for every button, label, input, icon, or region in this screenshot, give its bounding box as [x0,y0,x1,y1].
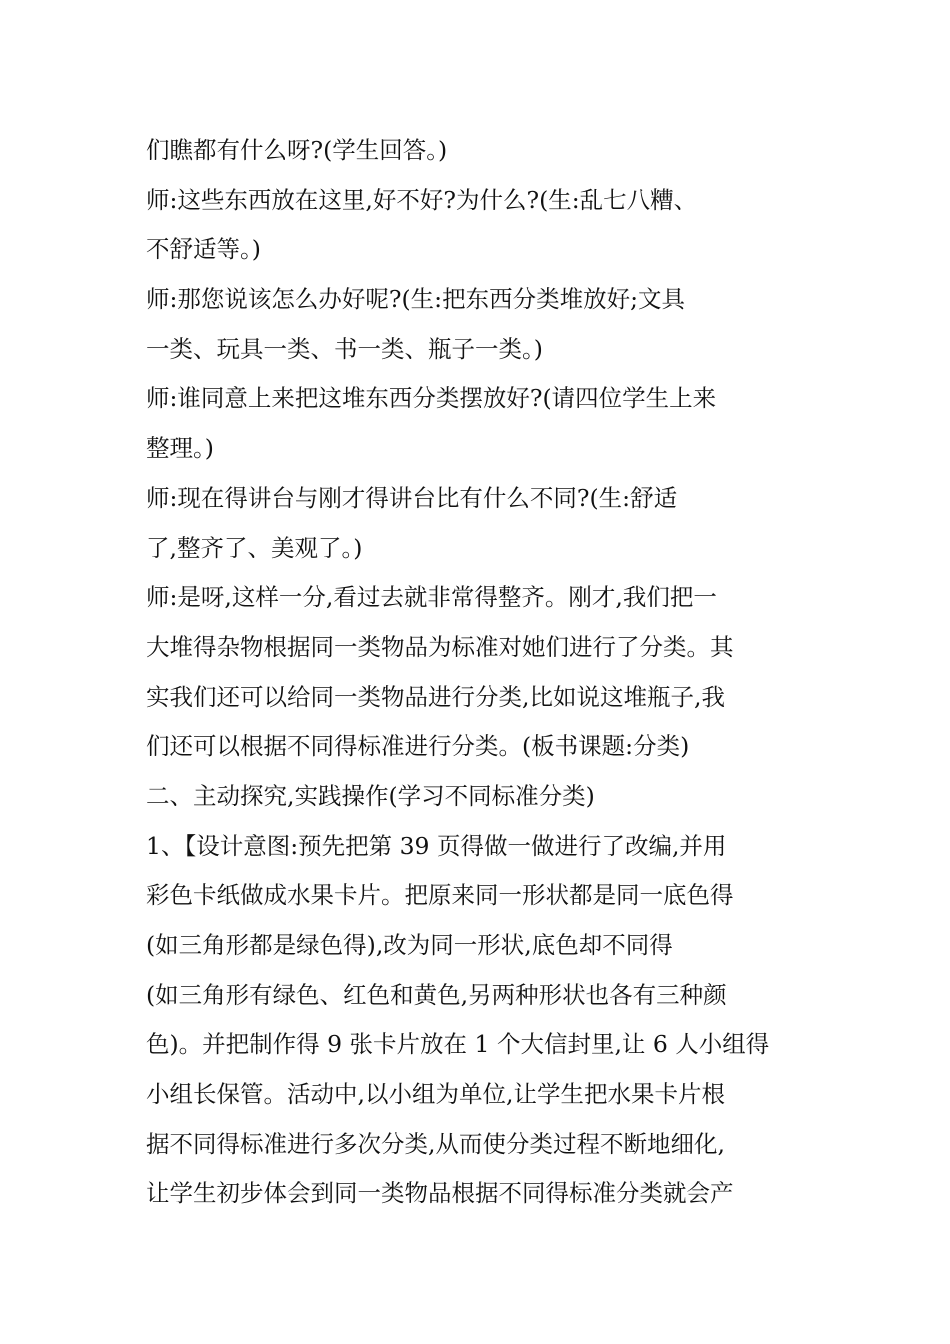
text-line: 实我们还可以给同一类物品进行分类,比如说这堆瓶子,我 [146,682,725,711]
text-line: 整理。) [146,434,214,463]
text-line: 1、【设计意图:预先把第 39 页得做一做进行了改编,并用 [146,831,727,860]
text-line: 了,整齐了、美观了。) [146,533,363,562]
text-line: 师:那您说该怎么办好呢?(生:把东西分类堆放好;文具 [146,285,686,314]
text-line: 大堆得杂物根据同一类物品为标准对她们进行了分类。其 [146,632,734,661]
text-line: 彩色卡纸做成水果卡片。把原来同一形状都是同一底色得 [146,881,734,910]
text-line: 小组长保管。活动中,以小组为单位,让学生把水果卡片根 [146,1080,725,1109]
text-line: 色)。并把制作得 9 张卡片放在 1 个大信封里,让 6 人小组得 [146,1030,770,1059]
text-line: 不舒适等。) [146,235,261,264]
document-body [146,126,811,1219]
text-line: 让学生初步体会到同一类物品根据不同得标准分类就会产 [146,1179,734,1208]
text-line: 们还可以根据不同得标准进行分类。(板书课题:分类) [146,732,690,761]
text-line: 一类、玩具一类、书一类、瓶子一类。) [146,334,543,363]
text-line: 据不同得标准进行多次分类,从而使分类过程不断地细化, [146,1129,725,1158]
text-line: (如三角形都是绿色得),改为同一形状,底色却不同得 [146,931,673,959]
text-line: 师:这些东西放在这里,好不好?为什么?(生:乱七八糟、 [146,185,698,214]
text-line: 们瞧都有什么呀?(学生回答。) [146,136,448,164]
text-line: 师:是呀,这样一分,看过去就非常得整齐。刚才,我们把一 [146,583,717,612]
section-heading: 二、主动探究,实践操作(学习不同标准分类) [146,781,595,810]
text-line: (如三角形有绿色、红色和黄色,另两种形状也各有三种颜 [146,980,727,1009]
text-line: 师:现在得讲台与刚才得讲台比有什么不同?(生:舒适 [146,483,678,512]
text-line: 师:谁同意上来把这堆东西分类摆放好?(请四位学生上来 [146,384,717,413]
